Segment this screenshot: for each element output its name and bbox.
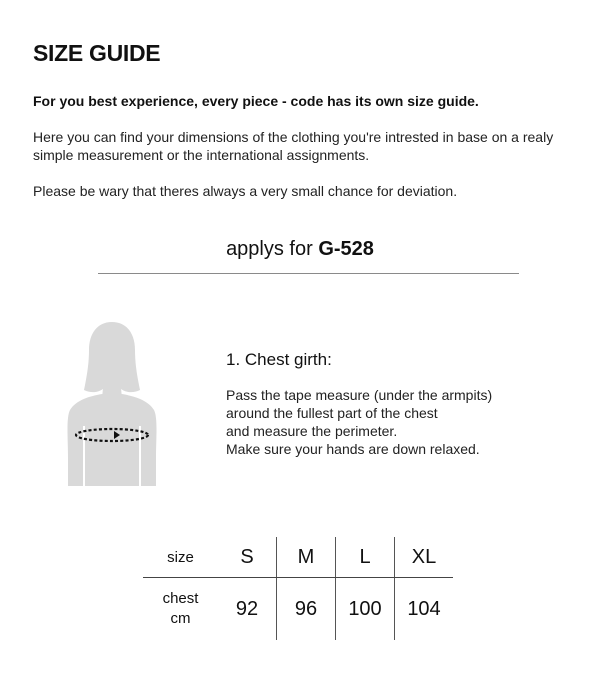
- instruction-line: Pass the tape measure (under the armpits): [226, 387, 493, 403]
- intro-paragraph-1: Here you can find your dimensions of the clothing you're intrested in base on a realy simple measurement or the international assignments.: [33, 129, 554, 163]
- unit-label: cm: [170, 610, 191, 627]
- size-l: L: [336, 537, 395, 578]
- size-m: M: [277, 537, 336, 578]
- size-header-row: [143, 537, 453, 578]
- measurement-title: 1. Chest girth:: [226, 350, 332, 369]
- lead-text: For you best experience, every piece - code has its own size guide.: [33, 93, 479, 109]
- page-title: SIZE GUIDE: [33, 40, 161, 66]
- chest-value-s: 92: [235, 597, 259, 620]
- instruction-line: Make sure your hands are down relaxed.: [226, 441, 480, 457]
- chest-label: chest: [162, 590, 199, 607]
- product-code: G-528: [318, 238, 374, 260]
- size-s: S: [218, 537, 277, 578]
- size-xl: XL: [395, 537, 454, 578]
- divider: [98, 273, 519, 274]
- instruction-line: and measure the perimeter.: [226, 423, 398, 439]
- instruction-line: around the fullest part of the chest: [226, 405, 438, 421]
- size-table: [143, 537, 453, 640]
- applies-heading: [0, 238, 600, 261]
- size-header-label: size: [143, 537, 218, 578]
- intro-paragraph-2: Please be wary that theres always a very small chance for deviation.: [33, 183, 458, 199]
- chest-value-l: 100: [336, 578, 395, 641]
- chest-value-m: 96: [277, 578, 336, 641]
- female-torso-measure-icon: [62, 318, 162, 490]
- applies-prefix: applys for: [226, 238, 313, 260]
- measurement-instructions: [226, 386, 556, 458]
- chest-row-label: [143, 578, 218, 641]
- chest-row: [143, 578, 453, 641]
- chest-value-xl: 104: [395, 578, 454, 641]
